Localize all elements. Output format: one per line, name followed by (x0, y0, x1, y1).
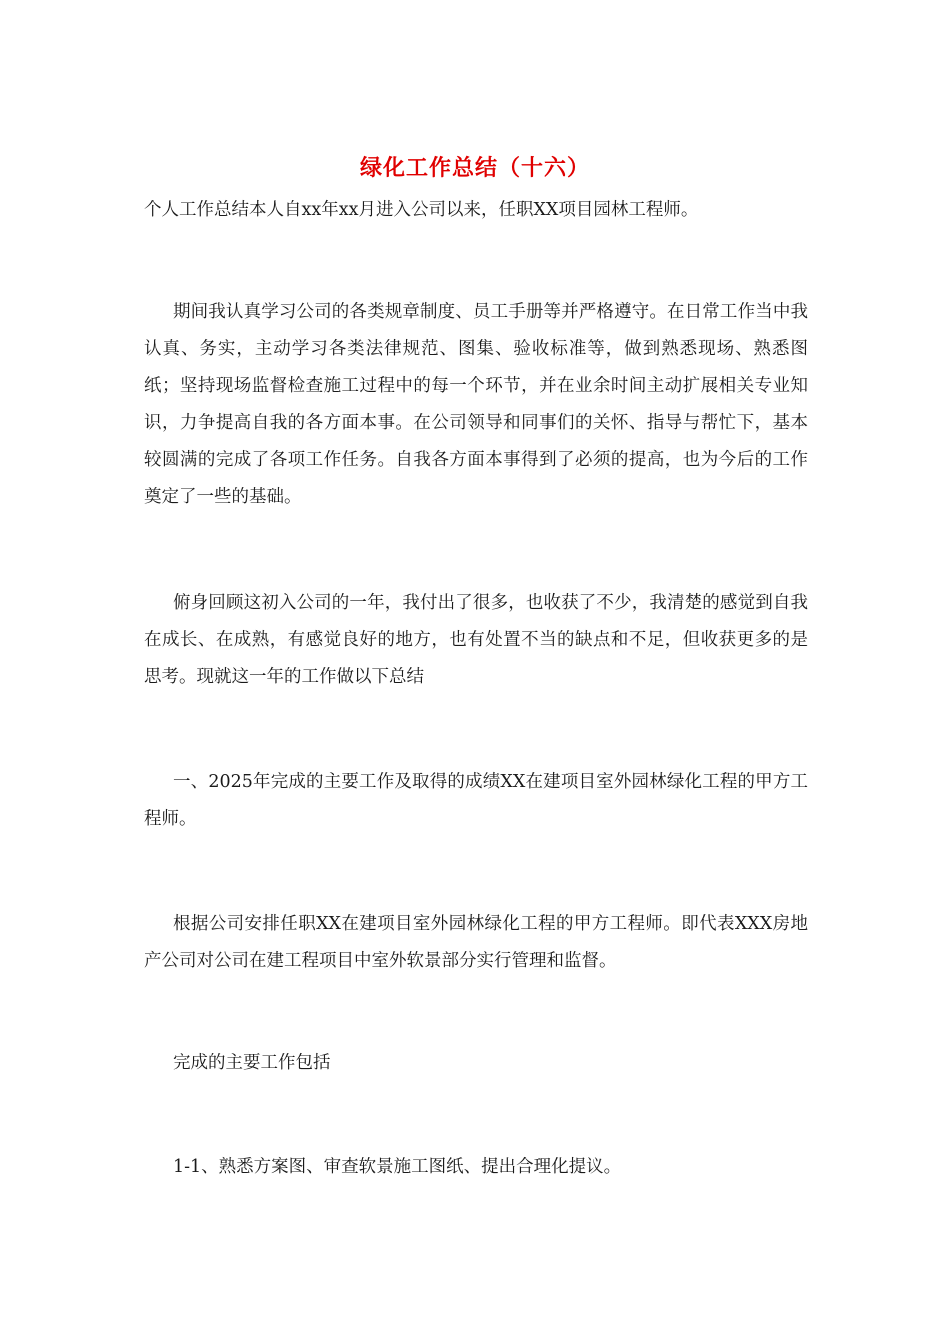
paragraph-main-work: 完成的主要工作包括 (173, 1053, 331, 1073)
paragraph-study: 期间我认真学习公司的各类规章制度、员工手册等并严格遵守。在日常工作当中我认真、务实，主动学习各类法律规范、图集、验收标准等，做到熟悉现场、熟悉图纸；坚持现场监督检查施工过程中的每一个环节，并在业余时间主动扩展相关专业知识，力争提高自我的各方面本事。在公司领导和同事们的关怀、指导与帮忙下，基本较圆满的完成了各项工作任务。自我各方面本事得到了必须的提高，也为今后的工作奠定了一些的基础。 (144, 302, 808, 507)
paragraph-review: 俯身回顾这初入公司的一年，我付出了很多，也收获了不少，我清楚的感觉到自我在成长、在成熟，有感觉良好的地方，也有处置不当的缺点和不足，但收获更多的是思考。现就这一年的工作做以下总结 (144, 593, 808, 687)
document-title: 绿化工作总结（十六） (359, 155, 590, 181)
paragraph-item-1-1: 1-1、熟悉方案图、审查软景施工图纸、提出合理化提议。 (173, 1157, 622, 1177)
paragraph-section-one: 一、2025年完成的主要工作及取得的成绩XX在建项目室外园林绿化工程的甲方工程师。 (144, 772, 808, 829)
paragraph-assignment: 根据公司安排任职XX在建项目室外园林绿化工程的甲方工程师。即代表XXX房地产公司对公司在建工程项目中室外软景部分实行管理和监督。 (144, 914, 808, 971)
paragraph-intro: 个人工作总结本人自xx年xx月进入公司以来，任职XX项目园林工程师。 (144, 200, 699, 220)
